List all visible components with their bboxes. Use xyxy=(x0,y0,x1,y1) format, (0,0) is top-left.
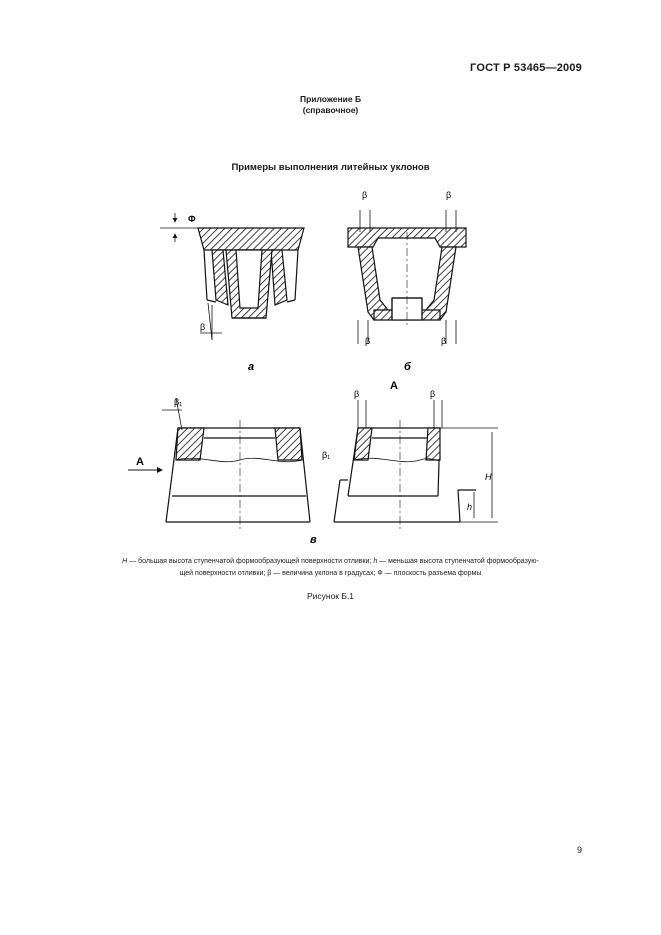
H-label: H xyxy=(485,472,492,482)
h-label: h xyxy=(467,502,473,512)
caption-H-text: — большая высота ступенчатой формообразующей поверхности отливки; xyxy=(127,558,374,565)
caption-line-1 xyxy=(0,556,661,568)
beta-label-c-left: β xyxy=(354,389,360,399)
appendix-title: Приложение Б xyxy=(299,94,362,104)
beta-label-a: β xyxy=(200,322,206,332)
beta1-label-left: β₁ xyxy=(174,397,183,407)
beta-label-b-right-bottom: β xyxy=(441,336,447,346)
beta-label-c-right: β xyxy=(430,389,436,399)
subfigure-label-c: в xyxy=(310,534,317,546)
figure-c-right xyxy=(334,400,498,530)
caption-line-2: щей поверхности отливки; β — величина уклона в градусах; Ф — плоскость разъема формы xyxy=(179,570,482,577)
beta-label-b-right-top: β xyxy=(446,190,452,200)
figure-c-left xyxy=(128,398,310,530)
view-label: А xyxy=(390,380,398,392)
flange-section-a xyxy=(198,228,304,250)
caption-h-symbol: h xyxy=(373,558,378,565)
phi-label: Ф xyxy=(188,214,196,224)
figure-caption xyxy=(0,556,661,580)
left-rib-a xyxy=(212,250,228,305)
figure-a xyxy=(160,213,304,340)
figure-b xyxy=(348,210,466,344)
subfigure-label-a: а xyxy=(248,361,255,373)
beta1-label-right: β₁ xyxy=(322,450,331,460)
caption-h-text: — меньшая высота ступенчатой формообразую- xyxy=(377,558,539,565)
appendix-subtitle: (справочное) xyxy=(302,105,359,115)
figure-heading: Примеры выполнения литейных уклонов xyxy=(231,162,430,173)
beta-label-b-left-top: β xyxy=(362,190,368,200)
figure-label: Рисунок Б.1 xyxy=(306,591,355,601)
caption-H-symbol: H xyxy=(122,558,128,565)
page-number: 9 xyxy=(576,845,582,855)
beta-label-b-left-bottom: β xyxy=(365,336,371,346)
subfigure-label-b: б xyxy=(404,361,411,373)
standard-code: ГОСТ Р 53465—2009 xyxy=(470,62,582,74)
arrow-label: А xyxy=(136,456,144,468)
right-rib-a xyxy=(271,250,287,305)
